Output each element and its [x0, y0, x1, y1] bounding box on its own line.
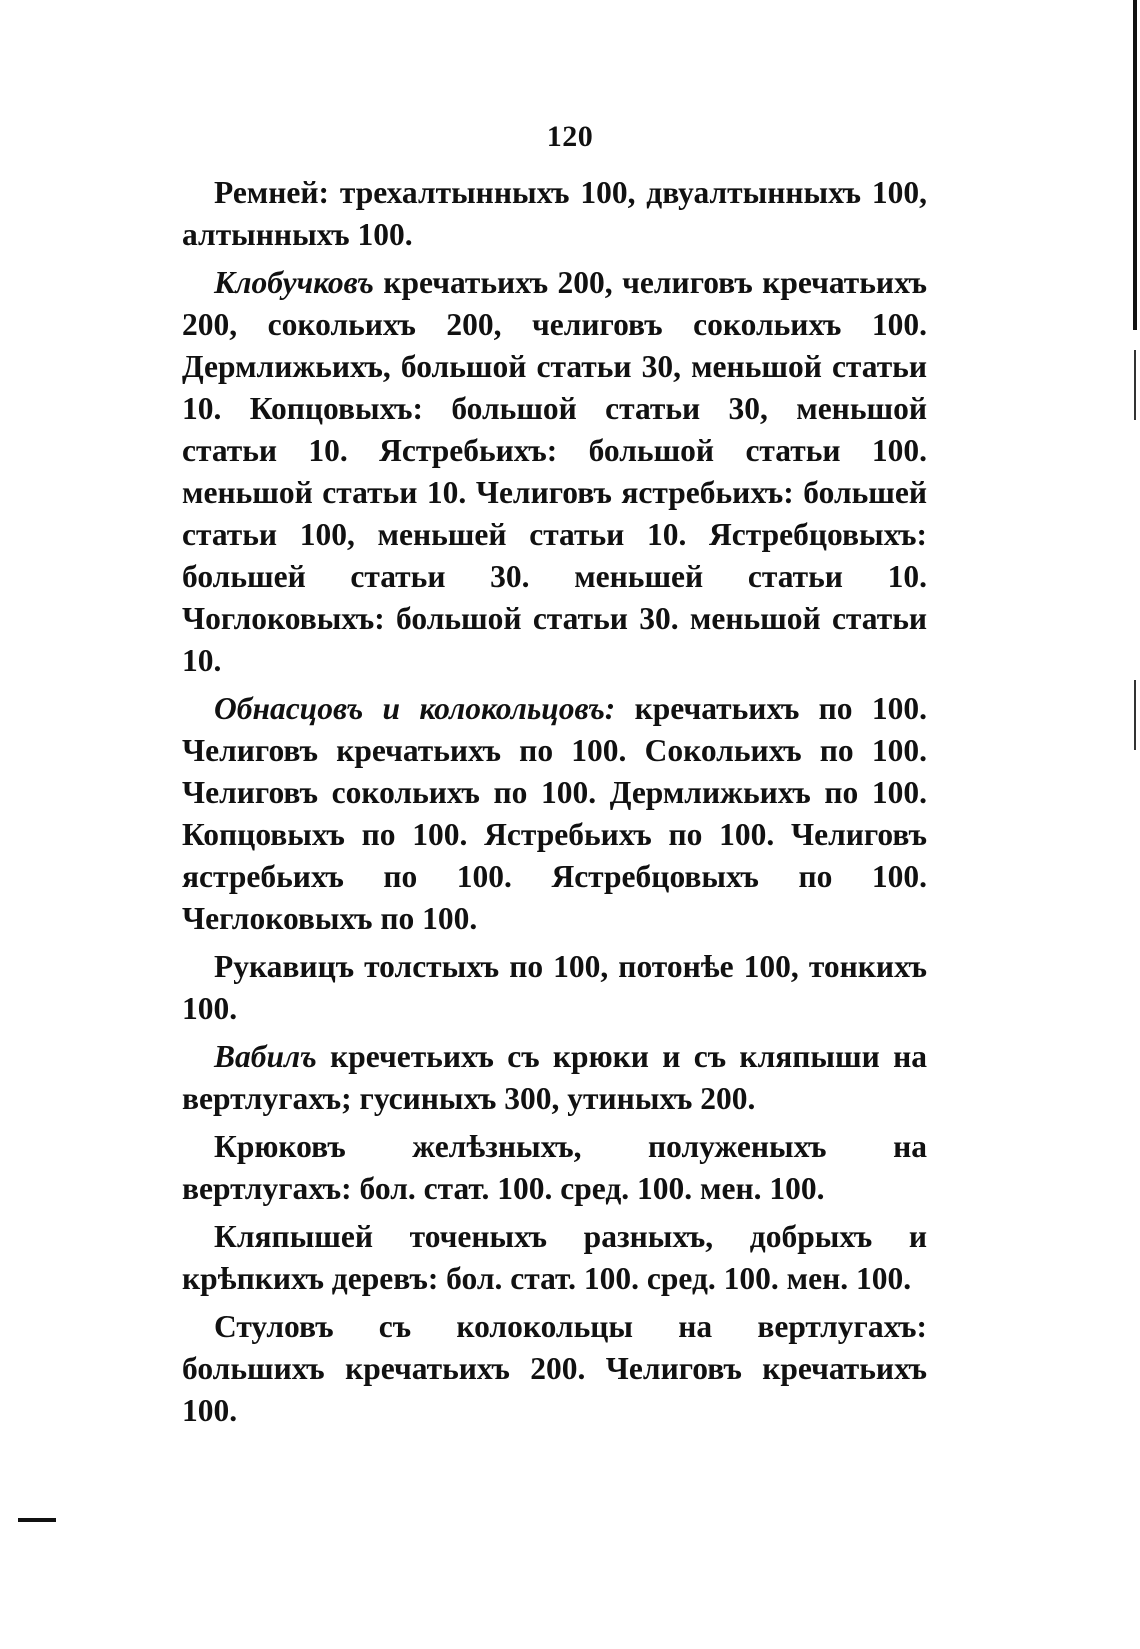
paragraph: [182, 1126, 927, 1210]
paragraph-text: Крюковъ желѣзныхъ, полуженыхъ на вертлугахъ: бол. стат. 100. сред. 100. мен. 100.: [182, 1129, 927, 1206]
page-number: 120: [546, 120, 594, 153]
paragraph-lead: Клобучковъ: [214, 265, 374, 300]
paragraph: [182, 688, 927, 940]
paragraph-text: Ремней: трехалтынныхъ 100, двуалтынныхъ 100, алтынныхъ 100.: [182, 175, 927, 252]
paragraph-text: Кляпышей точеныхъ разныхъ, добрыхъ и крѣпкихъ деревъ: бол. стат. 100. сред. 100. мен. 100.: [182, 1219, 927, 1296]
paragraph-text: кречатьихъ по 100. Челиговъ кречатьихъ по 100. Сокольихъ по 100. Челиговъ сокольихъ по 100. Дермлижьихъ по 100. Копцовыхъ по 100. Ястребьихъ по 100. Челиговъ ястребьихъ по 100. Ястребцовыхъ по 100. Чеглоковыхъ по 100.: [182, 691, 927, 936]
paragraph-lead: Вабилъ: [214, 1039, 317, 1074]
paragraph: [182, 1306, 927, 1432]
paragraph-text: Стуловъ съ колокольцы на вертлугахъ: большихъ кречатьихъ 200. Челиговъ кречатьихъ 100.: [182, 1309, 927, 1428]
paragraph-lead: Обнасцовъ и колокольцовъ:: [214, 691, 616, 726]
page-edge-rule: [1134, 350, 1136, 420]
margin-mark: [18, 1518, 56, 1522]
paragraph: [182, 262, 927, 682]
paragraph: [182, 172, 927, 256]
page-edge-rule: [1133, 0, 1137, 330]
paragraph-text: Рукавицъ толстыхъ по 100, потонѣе 100, тонкихъ 100.: [182, 949, 927, 1026]
page-edge-rule: [1134, 680, 1136, 750]
paragraph: [182, 946, 927, 1030]
paragraph-text: кречетьихъ съ крюки и съ кляпыши на вертлугахъ; гусиныхъ 300, утиныхъ 200.: [182, 1039, 927, 1116]
paragraph: [182, 1036, 927, 1120]
paragraph-text: кречатьихъ 200, челиговъ кречатьихъ 200, сокольихъ 200, челиговъ сокольихъ 100. Дермлижьихъ, большой статьи 30, меньшой статьи 10. Копцовыхъ: большой статьи 30, меньшой статьи 10. Ястребьихъ: большой статьи 100. меньшой статьи 10. Челиговъ ястребьихъ: большей статьи 100, меньшей статьи 10. Ястребцовыхъ: большей статьи 30. меньшей статьи 10. Чоглоковыхъ: большой статьи 30. меньшой статьи 10.: [182, 265, 927, 678]
page-body: [182, 172, 927, 1438]
paragraph: [182, 1216, 927, 1300]
